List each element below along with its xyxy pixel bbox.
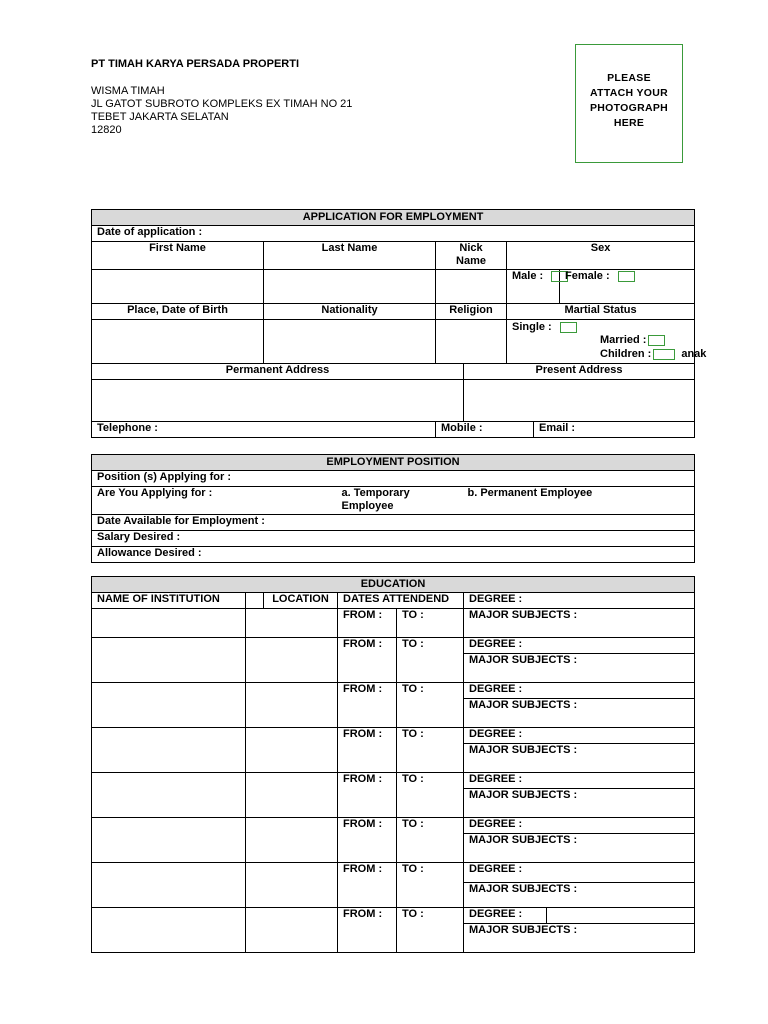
location-input[interactable] (246, 683, 338, 728)
company-postal-code: 12820 (91, 124, 122, 136)
married-checkbox[interactable] (648, 335, 665, 346)
first-name-label: First Name (92, 242, 264, 270)
marital-status-label: Martial Status (507, 304, 695, 320)
to-field[interactable]: TO : (397, 728, 464, 773)
employment-title: EMPLOYMENT POSITION (92, 455, 695, 471)
location-input[interactable] (246, 773, 338, 818)
application-title: APPLICATION FOR EMPLOYMENT (92, 210, 695, 226)
to-field[interactable]: TO : (397, 863, 464, 908)
location-input[interactable] (246, 638, 338, 683)
position-applying-field[interactable]: Position (s) Applying for : (92, 471, 695, 487)
place-dob-input[interactable] (92, 320, 264, 364)
religion-input[interactable] (436, 320, 507, 364)
education-title: EDUCATION (92, 577, 695, 593)
major-subjects-field[interactable]: MAJOR SUBJECTS : (464, 654, 695, 683)
company-address-line-2: JL GATOT SUBROTO KOMPLEKS EX TIMAH NO 21 (91, 98, 353, 110)
institution-input[interactable] (92, 609, 246, 638)
major-subjects-field[interactable]: MAJOR SUBJECTS : (464, 789, 695, 818)
single-option[interactable] (512, 321, 577, 334)
first-name-input[interactable] (92, 270, 264, 304)
photo-box-line-1: PLEASE (607, 72, 651, 84)
married-option[interactable] (600, 334, 671, 347)
to-field[interactable]: TO : (397, 773, 464, 818)
application-table (91, 209, 707, 438)
last-name-label: Last Name (264, 242, 436, 270)
female-option[interactable] (560, 270, 695, 304)
male-option[interactable] (507, 270, 560, 304)
col-dates: DATES ATTENDEND (338, 593, 464, 609)
institution-input[interactable] (92, 683, 246, 728)
major-subjects-field[interactable]: MAJOR SUBJECTS : (464, 609, 695, 638)
from-field[interactable]: FROM : (338, 908, 397, 953)
telephone-field[interactable]: Telephone : (92, 422, 436, 438)
education-rows (92, 609, 695, 953)
nationality-input[interactable] (264, 320, 436, 364)
location-input[interactable] (246, 609, 338, 638)
to-field[interactable]: TO : (397, 638, 464, 683)
location-input[interactable] (246, 863, 338, 908)
degree-field[interactable]: DEGREE : (464, 683, 695, 699)
institution-input[interactable] (92, 863, 246, 908)
company-address-line-3: TEBET JAKARTA SELATAN (91, 111, 229, 123)
applying-for-row (92, 487, 695, 515)
major-subjects-field[interactable]: MAJOR SUBJECTS : (464, 744, 695, 773)
applying-for-label: Are You Applying for : (92, 487, 337, 515)
major-subjects-field[interactable]: MAJOR SUBJECTS : (464, 883, 695, 908)
permanent-address-label: Permanent Address (92, 364, 464, 380)
option-temporary-line-1: a. Temporary (341, 487, 410, 499)
present-address-input[interactable] (464, 380, 695, 422)
from-field[interactable]: FROM : (338, 609, 397, 638)
company-name: PT TIMAH KARYA PERSADA PROPERTI (91, 58, 300, 70)
date-available-field[interactable]: Date Available for Employment : (92, 515, 695, 531)
allowance-desired-field[interactable]: Allowance Desired : (92, 547, 695, 563)
col-degree: DEGREE : (464, 593, 695, 609)
from-field[interactable]: FROM : (338, 773, 397, 818)
to-field[interactable]: TO : (397, 683, 464, 728)
option-temporary-line-2: Employee (341, 500, 394, 512)
religion-label: Religion (436, 304, 507, 320)
institution-input[interactable] (92, 728, 246, 773)
nick-name-label (436, 242, 507, 270)
married-label: Married : (600, 334, 647, 346)
institution-input[interactable] (92, 638, 246, 683)
col-location: LOCATION (264, 593, 338, 609)
company-address-line-1: WISMA TIMAH (91, 85, 165, 97)
education-table (91, 576, 695, 953)
photo-box-line-2: ATTACH YOUR (590, 87, 668, 99)
option-temporary[interactable] (337, 487, 463, 515)
degree-extra-input[interactable] (547, 908, 695, 924)
last-name-input[interactable] (264, 270, 436, 304)
degree-field[interactable]: DEGREE : (464, 773, 695, 789)
degree-field[interactable]: DEGREE : (464, 818, 695, 834)
present-address-label: Present Address (464, 364, 695, 380)
from-field[interactable]: FROM : (338, 818, 397, 863)
major-subjects-field[interactable]: MAJOR SUBJECTS : (464, 699, 695, 728)
institution-input[interactable] (92, 908, 246, 953)
company-block (91, 58, 352, 137)
photo-box-line-4: HERE (613, 117, 645, 129)
option-permanent[interactable]: b. Permanent Employee (463, 487, 695, 515)
male-label: Male : (512, 270, 544, 282)
permanent-address-input[interactable] (92, 380, 464, 422)
major-subjects-field[interactable]: MAJOR SUBJECTS : (464, 924, 695, 953)
children-count-box[interactable] (653, 349, 675, 360)
to-field[interactable]: TO : (397, 609, 464, 638)
anak-label: anak (681, 348, 707, 360)
female-checkbox[interactable] (618, 271, 635, 282)
place-dob-label: Place, Date of Birth (92, 304, 264, 320)
degree-field[interactable]: DEGREE : (464, 863, 695, 883)
degree-field[interactable]: DEGREE : (464, 728, 695, 744)
single-label: Single : (512, 321, 552, 333)
female-label: Female : (565, 270, 610, 282)
from-field[interactable]: FROM : (338, 683, 397, 728)
date-of-application-field[interactable]: Date of application : (92, 226, 695, 242)
from-field[interactable]: FROM : (338, 638, 397, 683)
photo-attach-box[interactable] (575, 44, 683, 163)
children-option[interactable] (600, 348, 706, 361)
location-input[interactable] (246, 908, 338, 953)
salary-desired-field[interactable]: Salary Desired : (92, 531, 695, 547)
col-institution: NAME OF INSTITUTION (92, 593, 246, 609)
from-field[interactable]: FROM : (338, 728, 397, 773)
email-field[interactable]: Email : (534, 422, 695, 438)
mobile-field[interactable]: Mobile : (436, 422, 534, 438)
to-field[interactable]: TO : (397, 908, 464, 953)
degree-field[interactable]: DEGREE : (464, 638, 695, 654)
single-checkbox[interactable] (560, 322, 577, 333)
location-input[interactable] (246, 728, 338, 773)
to-field[interactable]: TO : (397, 818, 464, 863)
nick-name-line-2: Name (456, 255, 486, 267)
degree-field[interactable]: DEGREE : (464, 908, 547, 924)
employment-table (91, 454, 695, 563)
sex-label: Sex (507, 242, 695, 270)
major-subjects-field[interactable]: MAJOR SUBJECTS : (464, 834, 695, 863)
photo-box-line-3: PHOTOGRAPH (589, 102, 669, 114)
from-field[interactable]: FROM : (338, 863, 397, 908)
col-blank (246, 593, 264, 609)
nationality-label: Nationality (264, 304, 436, 320)
institution-input[interactable] (92, 773, 246, 818)
nick-name-line-1: Nick (459, 242, 483, 254)
nick-name-input[interactable] (436, 270, 507, 304)
location-input[interactable] (246, 818, 338, 863)
marital-status-field[interactable] (507, 320, 707, 364)
institution-input[interactable] (92, 818, 246, 863)
children-label: Children : (600, 348, 652, 360)
